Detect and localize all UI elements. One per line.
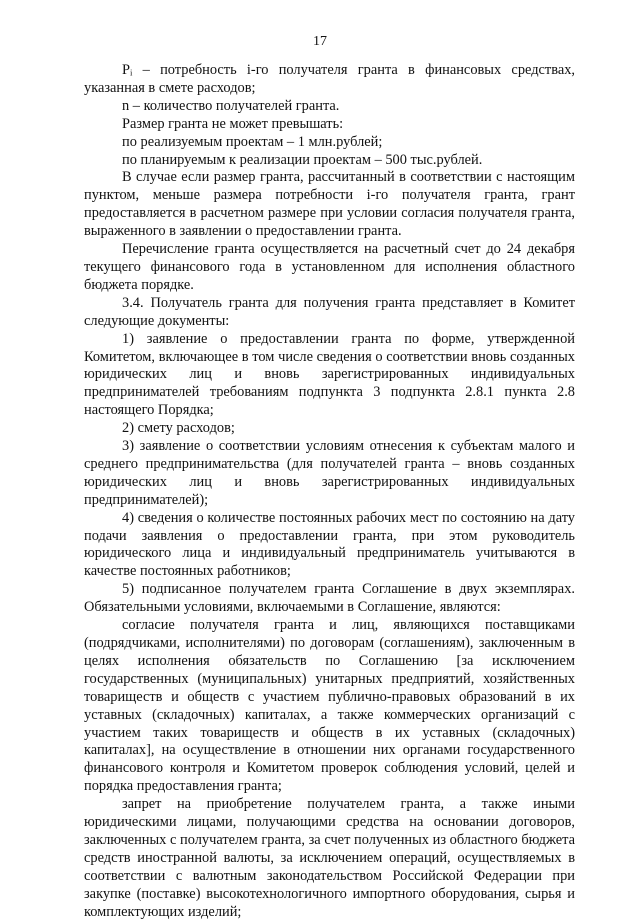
- paragraph-consent: согласие получателя гранта и лиц, являющихся поставщиками (подрядчиками, исполнителями) по договорам (соглашениям), заключенным в целях исполнения обязательств по Соглашению [за исключением государственных (муниципальных) унитарных предприятий, хозяйственных товариществ и обществ с участием публично-правовых образований в их уставных (складочных) капиталах, а также коммерческих организаций с участием таких товариществ и обществ в их уставных (складочных) капиталах], на осуществление в отношении них органами государственного финансового контроля и Комитетом проверок соблюдения условий, целей и порядка предоставления гранта;: [84, 617, 575, 795]
- list-item-1: 1) заявление о предоставлении гранта по форме, утвержденной Комитетом, включающее в том числе сведения о соответствии вновь созданных юридических лиц и вновь зарегистрированных индивидуальных предпринимателей требованиям подпункта 3 подпункта 2.8.1 пункта 2.8 настоящего Порядка;: [84, 330, 575, 419]
- paragraph-limit-planned: по планируемым к реализации проектам – 500 тыс.рублей.: [122, 151, 483, 168]
- paragraph-grant-limit: Размер гранта не может превышать:: [122, 115, 344, 132]
- list-item-3: 3) заявление о соответствии условиям отнесения к субъектам малого и среднего предпринимательства (для получателей гранта – вновь созданных юридических лиц и вновь зарегистрированных индивидуальных предпринимателей);: [84, 438, 575, 508]
- paragraph-transfer: Перечисление гранта осуществляется на расчетный счет до 24 декабря текущего финансового года в установленном для исполнения областного бюджета порядке.: [84, 241, 575, 293]
- page-number: 17: [313, 34, 327, 49]
- paragraph-n-definition: n – количество получателей гранта.: [122, 97, 340, 114]
- paragraph-currency-ban: запрет на приобретение получателем гранта, а также иными юридическими лицами, получающими средства на основании договоров, заключенных с получателем гранта, за счет полученных из областного бюджета средств иностранной валюты, за исключением операций, осуществляемых в соответствии с валютным законодательством Российской Федерации при закупке (поставке) высокотехнологичного импортного оборудования, сырья и комплектующих изделий;: [84, 796, 575, 920]
- list-item-2: 2) смету расходов;: [122, 420, 235, 437]
- paragraph-pi-definition: Pᵢ – потребность i-го получателя гранта в финансовых средствах, указанная в смете расходов;: [84, 62, 575, 96]
- paragraph-calculated-size: В случае если размер гранта, рассчитанный в соответствии с настоящим пунктом, меньше размера потребности i-го получателя гранта, грант предоставляется в расчетном размере при условии согласия получателя гранта, выраженного в заявлении о предоставлении гранта.: [84, 169, 575, 240]
- paragraph-3-4: 3.4. Получатель гранта для получения гранта представляет в Комитет следующие документы:: [84, 294, 575, 329]
- paragraph-limit-implemented: по реализуемым проектам – 1 млн.рублей;: [122, 133, 383, 150]
- list-item-5: 5) подписанное получателем гранта Соглашение в двух экземплярах. Обязательными условиями, включаемыми в Соглашение, являются:: [84, 581, 575, 616]
- list-item-4: 4) сведения о количестве постоянных рабочих мест по состоянию на дату подачи заявления о предоставлении гранта, при этом руководитель юридического лица и индивидуальный предприниматель учитываются в качестве постоянных работников;: [84, 509, 575, 580]
- document-body: [84, 62, 575, 922]
